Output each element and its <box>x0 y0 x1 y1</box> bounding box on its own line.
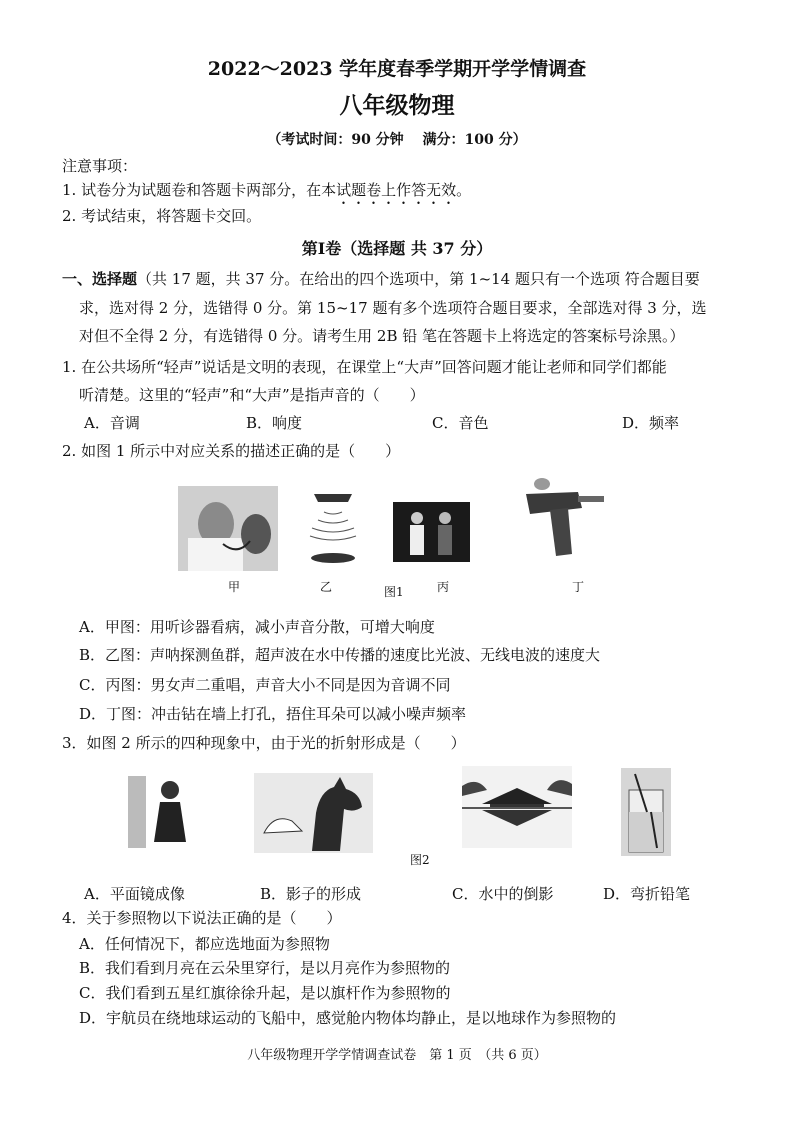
stethoscope-photo <box>178 486 278 571</box>
section-lead: 一、选择题 <box>62 270 138 288</box>
fig1-label-yi: 乙 <box>320 580 333 594</box>
q2-stem: 2. 如图 1 所示中对应关系的描述正确的是（ ） <box>62 442 401 460</box>
q2-option-b: B．乙图：声呐探测鱼群，超声波在水中传播的速度比光波、无线电波的速度大 <box>79 646 601 664</box>
q2-option-c: C．丙图：男女声二重唱，声音大小不同是因为音调不同 <box>79 676 451 694</box>
mirror-image-photo <box>124 772 196 852</box>
q1-stem-line2: 听清楚。这里的“轻声”和“大声”是指声音的（ ） <box>79 386 425 404</box>
section-instr-text-1: （共 17 题，共 37 分。在给出的四个选项中，第 1~14 题只有一个选项 符合题目要 <box>137 270 700 288</box>
q3-option-c: C．水中的倒影 <box>452 885 554 903</box>
q4-option-b: B．我们看到月亮在云朵里穿行，是以月亮作为参照物的 <box>79 959 451 977</box>
notes-heading: 注意事项： <box>62 157 138 175</box>
note-item-1-emphasis: 试题卷上作答无效 <box>336 181 457 199</box>
q4-option-c: C．我们看到五星红旗徐徐升起，是以旗杆作为参照物的 <box>79 984 451 1002</box>
section-instructions-line1 <box>62 269 700 289</box>
page-footer: 八年级物理开学学情调查试卷 第 1 页 （共 6 页） <box>247 1048 547 1063</box>
shadow-puppet-photo <box>254 773 373 853</box>
q1-option-b: B．响度 <box>246 414 303 432</box>
water-reflection-photo <box>462 766 572 848</box>
q3-stem: 3．如图 2 所示的四种现象中，由于光的折射形成是（ ） <box>62 734 466 752</box>
section-title: 第Ⅰ卷（选择题 共 37 分） <box>301 239 493 258</box>
exam-info: （考试时间：90 分钟 满分：100 分） <box>267 132 527 148</box>
q4-stem: 4．关于参照物以下说法正确的是（ ） <box>62 909 342 927</box>
subject-title: 八年级物理 <box>339 92 455 119</box>
note-item-1-end: 。 <box>456 181 472 199</box>
sonar-diagram <box>302 486 364 571</box>
section-instructions-line2: 求，选对得 2 分，选错得 0 分。第 15~17 题有多个选项符合题目要求，全部选对得 3 分，选 <box>79 299 707 317</box>
fig2-caption: 图2 <box>410 853 430 867</box>
bent-pencil-photo <box>621 768 671 856</box>
q1-option-c: C．音色 <box>432 414 489 432</box>
q1-stem-line1: 1. 在公共场所“轻声”说话是文明的表现，在课堂上“大声”回答问题才能让老师和同学们都能 <box>62 358 667 376</box>
q1-option-d: D．频率 <box>622 414 680 432</box>
q2-option-d: D．丁图：冲击钻在墙上打孔，捂住耳朵可以减小噪声频率 <box>79 705 467 723</box>
exam-title: 2022～2023 学年度春季学期开学学情调查 <box>207 58 587 80</box>
q1-option-a: A．音调 <box>84 414 140 432</box>
section-instructions-line3: 对但不全得 2 分，有选错得 0 分。请考生用 2B 铅 笔在答题卡上将选定的答案标号涂黑。） <box>79 327 685 345</box>
q3-option-b: B．影子的形成 <box>260 885 362 903</box>
note-item-1 <box>62 180 471 208</box>
q4-option-d: D．宇航员在绕地球运动的飞船中，感觉舱内物体均静止，是以地球作为参照物的 <box>79 1009 617 1027</box>
q3-option-a: A．平面镜成像 <box>84 885 185 903</box>
fig1-label-ding: 丁 <box>572 580 585 594</box>
duet-photo <box>393 502 470 562</box>
q2-option-a: A．甲图：用听诊器看病，减小声音分散，可增大响度 <box>79 618 435 636</box>
q3-option-d: D．弯折铅笔 <box>603 885 691 903</box>
q4-option-a: A．任何情况下，都应选地面为参照物 <box>79 935 330 953</box>
note-item-1-text: 1. 试卷分为试题卷和答题卡两部分，在本 <box>62 181 337 199</box>
note-item-2: 2. 考试结束，将答题卡交回。 <box>62 207 262 225</box>
impact-drill-photo <box>520 474 608 564</box>
fig1-caption: 图1 <box>384 585 404 599</box>
fig1-label-jia: 甲 <box>228 580 241 594</box>
fig1-label-bing: 丙 <box>437 580 450 594</box>
